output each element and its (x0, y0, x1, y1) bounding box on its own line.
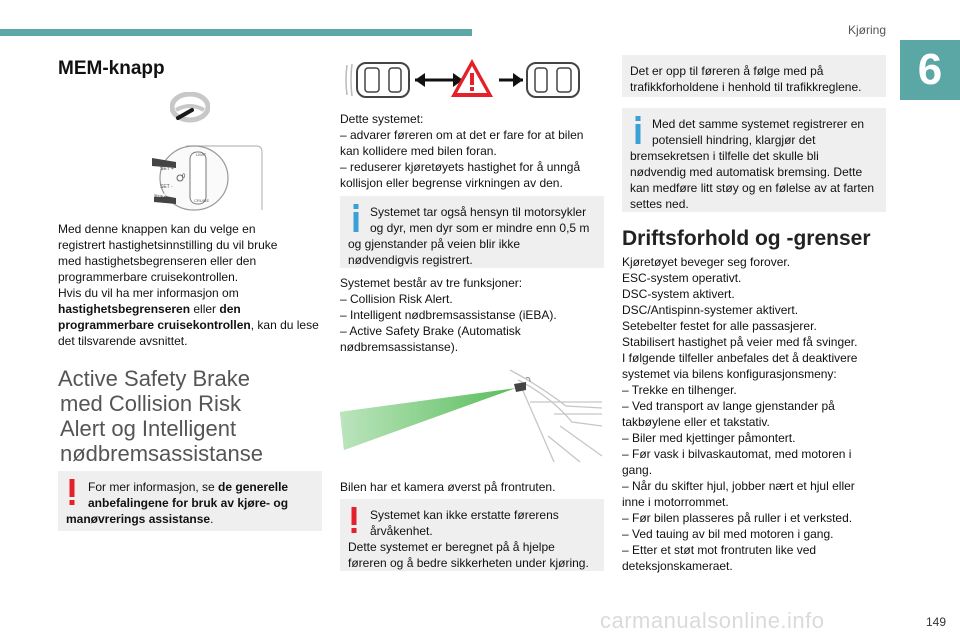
title-line-1: Active Safety Brake (58, 366, 250, 391)
intro-line-3: kan kollidere med bilen foran. (340, 144, 497, 158)
stalk-label-mem-bottom: MEM (154, 193, 166, 199)
info-icon (633, 116, 643, 144)
info3-line-6: settes ned. (630, 197, 689, 211)
intro-line-2: – advarer føreren om at det er fare for at bilen (340, 128, 584, 142)
info-line-2: og dyr, men dyr som er mindre enn 0,5 m (370, 221, 590, 235)
cruise-control-term-a: den (219, 302, 241, 316)
warn-bold-3: manøvrerings assistanse (66, 512, 211, 526)
warning-exclamation-icon (67, 479, 77, 507)
resp-line-2: trafikkforholdene i henhold til trafikkreglene. (630, 80, 862, 94)
warn-text-1: For mer informasjon, se (88, 480, 219, 494)
cond-line: – Før bilen plasseres på ruller i et verksted. (622, 511, 853, 525)
warn2-line-4: føreren og å bedre sikkerheten under kjøring. (348, 556, 589, 570)
cond-line: Setebelter festet for alle passasjerer. (622, 319, 817, 333)
title-line-4: nødbremsassistanse (60, 441, 263, 466)
cond-line: takbøylene eller et takstativ. (622, 415, 770, 429)
mem-text-line-3: med hastighetsbegrenseren eller den (58, 254, 257, 268)
speed-limiter-term: hastighetsbegrenseren (58, 302, 191, 316)
system-intro (340, 111, 610, 191)
stalk-label-limit: LIMIT (196, 152, 207, 157)
func-line-2: – Collision Risk Alert. (340, 292, 453, 306)
cond-line: systemet via bilens konfigurasjonsmeny: (622, 367, 837, 381)
cond-line: – Biler med kjettinger påmontert. (622, 431, 796, 445)
warn-tail: . (210, 512, 214, 526)
info3-line-5: kan medføre litt støy og en følelse av at farten (630, 181, 875, 195)
camera-caption: Bilen har et kamera øverst på frontruten. (340, 480, 556, 494)
warn2-line-1: Systemet kan ikke erstatte førerens (370, 508, 559, 522)
info-box-motorcycles (340, 196, 604, 268)
mem-text-tail-b: det tilsvarende avsnittet. (58, 334, 188, 348)
cond-line: DSC/Antispinn-systemer aktivert. (622, 303, 799, 317)
warn-bold-2: anbefalingene for bruk av kjøre- og (88, 496, 289, 510)
cond-line: – Før vask i bilvaskautomat, med motoren i (622, 447, 852, 461)
cond-line: DSC-system aktivert. (622, 287, 735, 301)
info-line-3: og gjenstander på veien blir ikke (348, 237, 521, 251)
resp-line-1: Det er opp til føreren å følge med på (630, 64, 824, 78)
func-line-5: nødbremsassistanse). (340, 340, 459, 354)
mem-text-line-1: Med denne knappen kan du velge en (58, 222, 256, 236)
info-box-brake-preparation (622, 108, 886, 212)
cruise-control-term-b: programmerbare cruisekontrollen (58, 318, 251, 332)
stalk-label-mem-top: MEM (151, 154, 163, 160)
info-icon (351, 204, 361, 232)
steering-wheel-icon (170, 92, 210, 126)
warning-box-recommendations (58, 471, 322, 531)
mem-text-connector: eller (190, 302, 220, 316)
warning-exclamation-icon (349, 507, 359, 535)
cond-line: I følgende tilfeller anbefales det å deaktivere (622, 351, 858, 365)
system-functions (340, 275, 610, 355)
mem-text-line-4: programmerbare cruisekontrollen. (58, 270, 239, 284)
collision-risk-illustration (345, 55, 599, 105)
cruise-stalk-diagram (146, 140, 270, 220)
info3-line-2: potensiell hindring, klargjør det (652, 133, 816, 147)
stalk-label-cruise: CRUISE (194, 198, 210, 203)
info-line-1: Systemet tar også hensyn til motorsykler (370, 205, 587, 219)
title-line-2: med Collision Risk (60, 391, 241, 416)
active-safety-brake-title (58, 366, 328, 466)
mem-text-tail-a: , kan du lese (250, 318, 319, 332)
intro-line-4: – reduserer kjøretøyets hastighet for å unngå (340, 160, 581, 174)
func-line-3: – Intelligent nødbremsassistanse (iEBA). (340, 308, 557, 322)
stalk-label-set-plus: SET + (160, 166, 174, 172)
operating-conditions-list (622, 254, 892, 574)
page-number: 149 (925, 615, 946, 629)
func-line-4: – Active Safety Brake (Automatisk (340, 324, 521, 338)
cond-line: ESC-system operativt. (622, 271, 742, 285)
warn2-line-3: Dette systemet er beregnet på å hjelpe (348, 540, 555, 554)
warn2-line-2: årvåkenhet. (370, 524, 433, 538)
cond-line: – Etter et støt mot frontruten like ved (622, 543, 817, 557)
cond-line: gang. (622, 463, 653, 477)
chapter-number-badge: 6 (900, 40, 960, 100)
cond-line: Kjøretøyet beveger seg forover. (622, 255, 791, 269)
driver-responsibility-box (622, 55, 886, 97)
cond-line: inne i motorrommet. (622, 495, 729, 509)
title-line-3: Alert og Intelligent (60, 416, 237, 441)
warning-box-vigilance (340, 499, 604, 571)
cond-line: – Når du skifter hjul, jobber nært et hjul eller (622, 479, 855, 493)
info3-line-4: nødvendig med automatisk bremsing. Dette (630, 165, 863, 179)
windscreen-camera-illustration (340, 366, 604, 466)
section-title: Kjøring (847, 23, 886, 37)
intro-line-5: kollisjon eller begrense virkningen av den. (340, 176, 563, 190)
warn-bold-1: de generelle (218, 480, 289, 494)
mem-button-description (58, 221, 328, 349)
info3-line-3: bremsekretsen i tilfelle det skulle bli (630, 149, 819, 163)
stalk-label-zero: 0 (182, 174, 186, 180)
cond-line: deteksjonskameraet. (622, 559, 733, 573)
cond-line: – Ved transport av lange gjenstander på (622, 399, 835, 413)
cond-line: – Trekke en tilhenger. (622, 383, 737, 397)
func-line-1: Systemet består av tre funksjoner: (340, 276, 523, 290)
watermark: carmanualsonline.info (600, 608, 825, 633)
mem-button-title: MEM-knapp (58, 58, 165, 79)
cond-line: – Ved tauing av bil med motoren i gang. (622, 527, 834, 541)
header-accent-bar (0, 29, 472, 36)
operating-conditions-title: Driftsforhold og -grenser (622, 227, 871, 250)
stalk-label-set-minus: SET - (160, 184, 173, 190)
intro-line-1: Dette systemet: (340, 112, 424, 126)
mem-text-line-2: registrert hastighetsinnstilling du vil bruke (58, 238, 278, 252)
cond-line: Stabilisert hastighet på veier med få svinger. (622, 335, 858, 349)
info-line-4: nødvendigvis registrert. (348, 253, 473, 267)
mem-text-line-5: Hvis du vil ha mer informasjon om (58, 286, 239, 300)
info3-line-1: Med det samme systemet registrerer en (652, 117, 865, 131)
